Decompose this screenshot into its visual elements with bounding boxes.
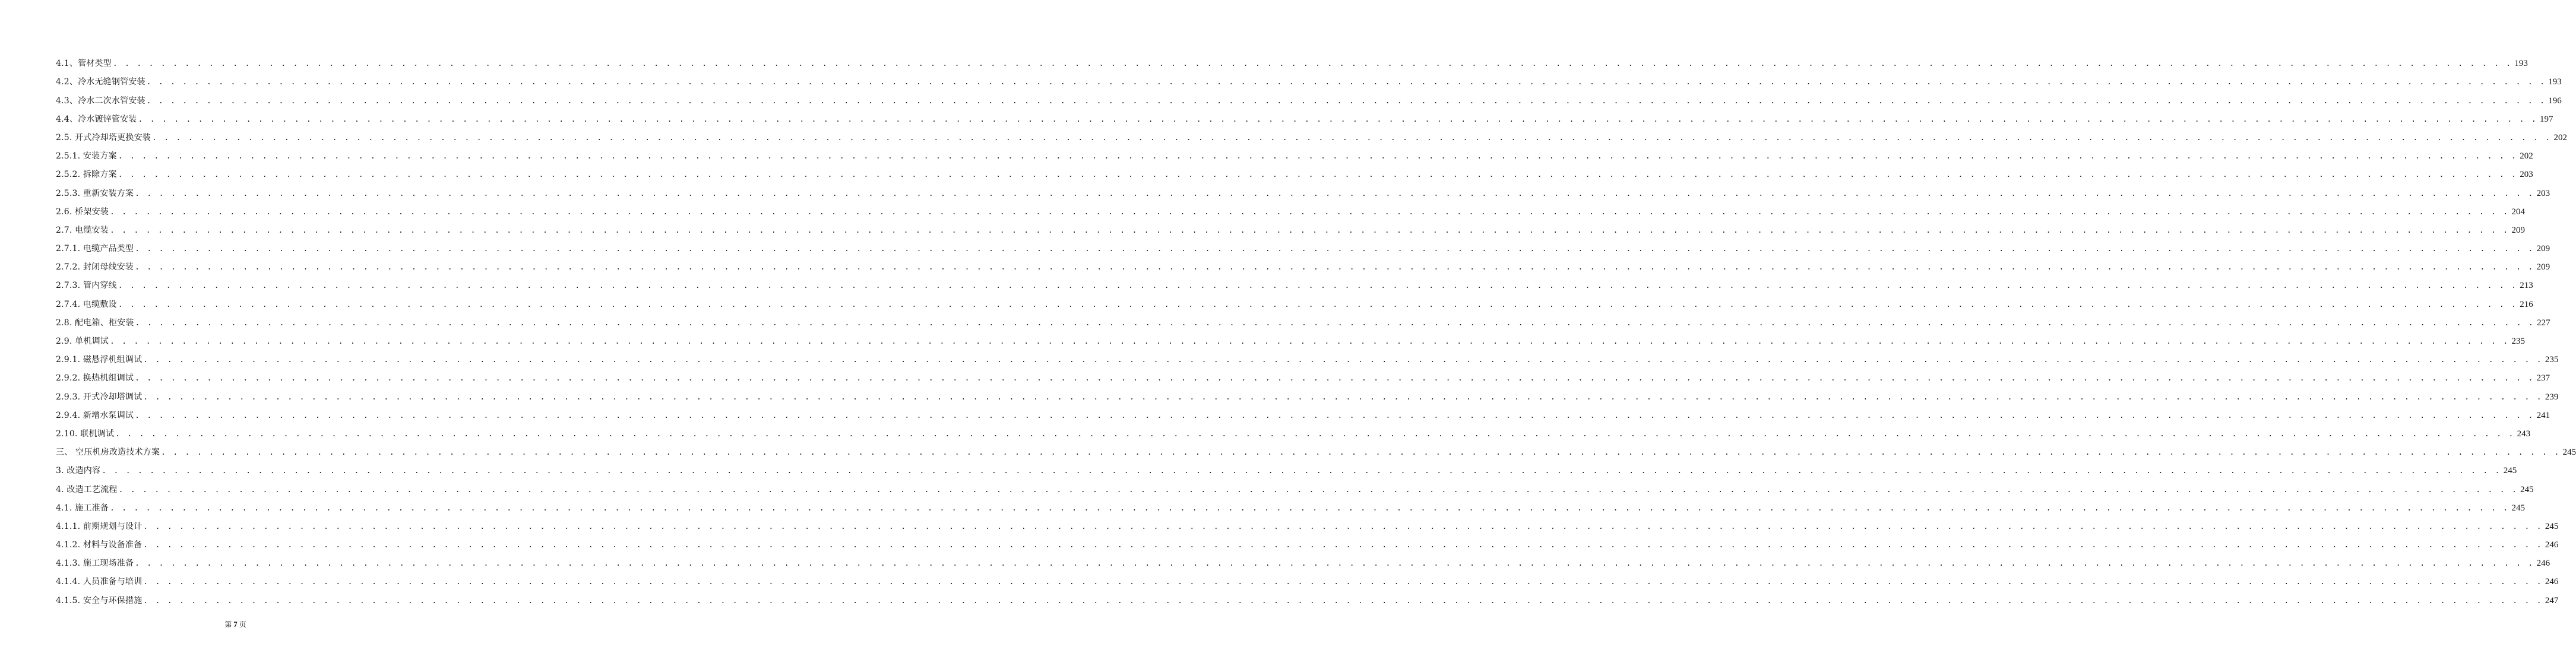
toc-entry-label: 2.7.1. 电缆产品类型 — [56, 244, 134, 254]
toc-entry[interactable] — [56, 258, 2550, 277]
toc-entry[interactable] — [56, 314, 2550, 332]
toc-entry-label: 4.1.4. 人员准备与培训 — [56, 577, 143, 587]
toc-entry[interactable] — [56, 203, 2526, 221]
toc-dot-leader: . . . . . . . . . . . . . . . . . . . . . . . . . . . . . . . . . . . . . . . . . . . . . . . . . . . . . . . . . . . . . . . . . . . . . . . . . . . . . . . . . . . . . . . . . . . . . . . . . . . . . . . . . . . . . . . . . . . . . . . . . . . . . . . . . . . . . . . . . . . . . . . . . . . . . . . . . . . . . . . . . . . . . . . . . . . . . . . . . . . . . . . . . . . . . . . . . . . . . . . . — [146, 96, 2546, 106]
toc-entry-label: 2.7. 电缆安装 — [56, 225, 109, 235]
toc-entry-page: 235 — [2545, 355, 2559, 365]
toc-entry-page: 235 — [2511, 337, 2526, 346]
toc-entry-label: 3. 改造内容 — [56, 466, 101, 476]
toc-entry-page: 203 — [2536, 188, 2550, 198]
toc-entry-page: 245 — [2520, 484, 2534, 494]
toc-entry-page: 203 — [2520, 170, 2533, 180]
toc-entry-page: 239 — [2545, 392, 2559, 402]
toc-entry-label: 2.5.1. 安装方案 — [56, 151, 117, 161]
toc-dot-leader: . . . . . . . . . . . . . . . . . . . . . . . . . . . . . . . . . . . . . . . . . . . . . . . . . . . . . . . . . . . . . . . . . . . . . . . . . . . . . . . . . . . . . . . . . . . . . . . . . . . . . . . . . . . . . . . . . . . . . . . . . . . . . . . . . . . . . . . . . . . . . . . . . . . . . . . . . . . . . . . . . . . . . . . . . . . . . . . . . . . . . . . . . . . . . . . . . . . . . . . . — [102, 467, 2501, 476]
toc-entry-page: 209 — [2536, 244, 2550, 254]
toc-entry[interactable] — [56, 425, 2531, 443]
toc-entry-page: 193 — [2548, 77, 2562, 87]
toc-dot-leader: . . . . . . . . . . . . . . . . . . . . . . . . . . . . . . . . . . . . . . . . . . . . . . . . . . . . . . . . . . . . . . . . . . . . . . . . . . . . . . . . . . . . . . . . . . . . . . . . . . . . . . . . . . . . . . . . . . . . . . . . . . . . . . . . . . . . . . . . . . . . . . . . . . . . . . . . . . . . . . . . . . . . . . . . . . . . . . . . . . . . . . . . . . . . . . . . . . . . . . . . — [135, 245, 2534, 254]
toc-entry-page: 247 — [2545, 595, 2559, 605]
toc-entry-page: 241 — [2536, 410, 2550, 420]
toc-entry[interactable] — [56, 499, 2526, 518]
toc-dot-leader: . . . . . . . . . . . . . . . . . . . . . . . . . . . . . . . . . . . . . . . . . . . . . . . . . . . . . . . . . . . . . . . . . . . . . . . . . . . . . . . . . . . . . . . . . . . . . . . . . . . . . . . . . . . . . . . . . . . . . . . . . . . . . . . . . . . . . . . . . . . . . . . . . . . . . . . . . . . . . . . . . . . . . . . . . . . . . . . . . . . . . . . . . . . . . . . . . . . . . . . . — [109, 337, 2509, 346]
toc-entry[interactable] — [56, 221, 2526, 240]
toc-dot-leader: . . . . . . . . . . . . . . . . . . . . . . . . . . . . . . . . . . . . . . . . . . . . . . . . . . . . . . . . . . . . . . . . . . . . . . . . . . . . . . . . . . . . . . . . . . . . . . . . . . . . . . . . . . . . . . . . . . . . . . . . . . . . . . . . . . . . . . . . . . . . . . . . . . . . . . . . . . . . . . . . . . . . . . . . . . . . . . . . . . . . . . . . . . . . . . . . . . . . . . . . — [109, 503, 2509, 513]
toc-entry[interactable] — [56, 462, 2517, 480]
table-of-contents — [56, 55, 2576, 610]
toc-entry-page: 243 — [2517, 429, 2531, 439]
toc-dot-leader: . . . . . . . . . . . . . . . . . . . . . . . . . . . . . . . . . . . . . . . . . . . . . . . . . . . . . . . . . . . . . . . . . . . . . . . . . . . . . . . . . . . . . . . . . . . . . . . . . . . . . . . . . . . . . . . . . . . . . . . . . . . . . . . . . . . . . . . . . . . . . . . . . . . . . . . . . . . . . . . . . . . . . . . . . . . . . . . . . . . . . . . . . . . . . . . . . . . . . . . . — [135, 374, 2534, 383]
toc-entry[interactable] — [56, 480, 2534, 499]
toc-entry-page: 196 — [2548, 96, 2562, 106]
toc-dot-leader: . . . . . . . . . . . . . . . . . . . . . . . . . . . . . . . . . . . . . . . . . . . . . . . . . . . . . . . . . . . . . . . . . . . . . . . . . . . . . . . . . . . . . . . . . . . . . . . . . . . . . . . . . . . . . . . . . . . . . . . . . . . . . . . . . . . . . . . . . . . . . . . . . . . . . . . . . . . . . . . . . . . . . . . . . . . . . . . . . . . . . . . . . . . . . . . . . . . . . . . . — [118, 170, 2518, 180]
toc-entry-label: 4.3、冷水二次水管安装 — [56, 96, 145, 106]
toc-entry-label: 4.4、冷水镀锌管安装 — [56, 114, 137, 124]
toc-entry[interactable] — [56, 129, 2568, 147]
toc-entry[interactable] — [56, 277, 2533, 295]
toc-entry-label: 2.7.4. 电缆敷设 — [56, 299, 117, 309]
toc-entry-page: 202 — [2553, 132, 2568, 142]
toc-entry[interactable] — [56, 518, 2559, 536]
toc-entry-label: 4. 改造工艺流程 — [56, 484, 118, 494]
toc-entry[interactable] — [56, 295, 2533, 313]
toc-entry[interactable] — [56, 55, 2528, 73]
toc-entry[interactable] — [56, 240, 2550, 258]
toc-entry[interactable] — [56, 591, 2559, 610]
toc-dot-leader: . . . . . . . . . . . . . . . . . . . . . . . . . . . . . . . . . . . . . . . . . . . . . . . . . . . . . . . . . . . . . . . . . . . . . . . . . . . . . . . . . . . . . . . . . . . . . . . . . . . . . . . . . . . . . . . . . . . . . . . . . . . . . . . . . . . . . . . . . . . . . . . . . . . . . . . . . . . . . . . . . . . . . . . . . . . . . . . . . . . . . . . . . . . . . . . . . . . . . . . . — [135, 263, 2534, 272]
toc-entry-label: 4.1.3. 施工现场准备 — [56, 559, 134, 569]
toc-entry-page: 209 — [2511, 225, 2526, 235]
toc-entry-label: 4.1.2. 材料与设备准备 — [56, 540, 143, 550]
toc-dot-leader: . . . . . . . . . . . . . . . . . . . . . . . . . . . . . . . . . . . . . . . . . . . . . . . . . . . . . . . . . . . . . . . . . . . . . . . . . . . . . . . . . . . . . . . . . . . . . . . . . . . . . . . . . . . . . . . . . . . . . . . . . . . . . . . . . . . . . . . . . . . . . . . . . . . . . . . . . . . . . . . . . . . . . . . . . . . . . . . . . . . . . . . . . . . . . . . . . . . . . . . . — [138, 115, 2538, 124]
toc-dot-leader: . . . . . . . . . . . . . . . . . . . . . . . . . . . . . . . . . . . . . . . . . . . . . . . . . . . . . . . . . . . . . . . . . . . . . . . . . . . . . . . . . . . . . . . . . . . . . . . . . . . . . . . . . . . . . . . . . . . . . . . . . . . . . . . . . . . . . . . . . . . . . . . . . . . . . . . . . . . . . . . . . . . . . . . . . . . . . . . . . . . . . . . . . . . . . . . . . . . . . . . . — [143, 522, 2543, 531]
toc-entry-page: 246 — [2545, 540, 2559, 550]
toc-entry-label: 4.1、管材类型 — [56, 59, 112, 69]
toc-dot-leader: . . . . . . . . . . . . . . . . . . . . . . . . . . . . . . . . . . . . . . . . . . . . . . . . . . . . . . . . . . . . . . . . . . . . . . . . . . . . . . . . . . . . . . . . . . . . . . . . . . . . . . . . . . . . . . . . . . . . . . . . . . . . . . . . . . . . . . . . . . . . . . . . . . . . . . . . . . . . . . . . . . . . . . . . . . . . . . . . . . . . . . . . . . . . . . . . . . . . . . . . — [143, 541, 2543, 550]
toc-entry[interactable] — [56, 73, 2562, 91]
toc-dot-leader: . . . . . . . . . . . . . . . . . . . . . . . . . . . . . . . . . . . . . . . . . . . . . . . . . . . . . . . . . . . . . . . . . . . . . . . . . . . . . . . . . . . . . . . . . . . . . . . . . . . . . . . . . . . . . . . . . . . . . . . . . . . . . . . . . . . . . . . . . . . . . . . . . . . . . . . . . . . . . . . . . . . . . . . . . . . . . . . . . . . . . . . . . . . . . . . . . . . . . . . . — [143, 596, 2543, 605]
toc-entry-page: 227 — [2537, 318, 2550, 328]
toc-entry-label: 2.10. 联机调试 — [56, 429, 115, 439]
toc-entry[interactable] — [56, 351, 2559, 369]
toc-entry[interactable] — [56, 573, 2559, 591]
toc-entry-label: 2.9.2. 换热机组调试 — [56, 373, 134, 383]
toc-dot-leader: . . . . . . . . . . . . . . . . . . . . . . . . . . . . . . . . . . . . . . . . . . . . . . . . . . . . . . . . . . . . . . . . . . . . . . . . . . . . . . . . . . . . . . . . . . . . . . . . . . . . . . . . . . . . . . . . . . . . . . . . . . . . . . . . . . . . . . . . . . . . . . . . . . . . . . . . . . . . . . . . . . . . . . . . . . . . . . . . . . . . . . . . . . . . . . . . . . . . . . . . — [135, 559, 2534, 569]
page-footer — [0, 619, 471, 629]
toc-entry-label: 2.7.3. 管内穿线 — [56, 281, 117, 291]
toc-entry-page: 193 — [2514, 59, 2528, 69]
toc-dot-leader: . . . . . . . . . . . . . . . . . . . . . . . . . . . . . . . . . . . . . . . . . . . . . . . . . . . . . . . . . . . . . . . . . . . . . . . . . . . . . . . . . . . . . . . . . . . . . . . . . . . . . . . . . . . . . . . . . . . . . . . . . . . . . . . . . . . . . . . . . . . . . . . . . . . . . . . . . . . . . . . . . . . . . . . . . . . . . . . . . . . . . . . . . . . . . . . . . . . . . . . . — [146, 78, 2546, 87]
toc-entry[interactable] — [56, 166, 2533, 184]
toc-dot-leader: . . . . . . . . . . . . . . . . . . . . . . . . . . . . . . . . . . . . . . . . . . . . . . . . . . . . . . . . . . . . . . . . . . . . . . . . . . . . . . . . . . . . . . . . . . . . . . . . . . . . . . . . . . . . . . . . . . . . . . . . . . . . . . . . . . . . . . . . . . . . . . . . . . . . . . . . . . . . . . . . . . . . . . . . . . . . . . . . . . . . . . . . . . . . . . . . . . . . . . . . — [143, 356, 2543, 365]
toc-entry-page: 246 — [2536, 559, 2550, 569]
toc-entry-label: 2.7.2. 封闭母线安装 — [56, 262, 134, 272]
toc-entry[interactable] — [56, 369, 2550, 388]
toc-dot-leader: . . . . . . . . . . . . . . . . . . . . . . . . . . . . . . . . . . . . . . . . . . . . . . . . . . . . . . . . . . . . . . . . . . . . . . . . . . . . . . . . . . . . . . . . . . . . . . . . . . . . . . . . . . . . . . . . . . . . . . . . . . . . . . . . . . . . . . . . . . . . . . . . . . . . . . . . . . . . . . . . . . . . . . . . . . . . . . . . . . . . . . . . . . . . . . . . . . . . . . . . — [118, 152, 2518, 161]
toc-dot-leader: . . . . . . . . . . . . . . . . . . . . . . . . . . . . . . . . . . . . . . . . . . . . . . . . . . . . . . . . . . . . . . . . . . . . . . . . . . . . . . . . . . . . . . . . . . . . . . . . . . . . . . . . . . . . . . . . . . . . . . . . . . . . . . . . . . . . . . . . . . . . . . . . . . . . . . . . . . . . . . . . . . . . . . . . . . . . . . . . . . . . . . . . . . . . . . . . . . . . . . . . — [135, 189, 2534, 198]
toc-entry[interactable] — [56, 407, 2550, 425]
toc-entry[interactable] — [56, 443, 2576, 462]
toc-entry-page: 246 — [2545, 577, 2559, 587]
toc-entry[interactable] — [56, 332, 2526, 351]
toc-entry-label: 4.1.5. 安全与环保措施 — [56, 595, 143, 605]
toc-dot-leader: . . . . . . . . . . . . . . . . . . . . . . . . . . . . . . . . . . . . . . . . . . . . . . . . . . . . . . . . . . . . . . . . . . . . . . . . . . . . . . . . . . . . . . . . . . . . . . . . . . . . . . . . . . . . . . . . . . . . . . . . . . . . . . . . . . . . . . . . . . . . . . . . . . . . . . . . . . . . . . . . . . . . . . . . . . . . . . . . . . . . . . . . . . . . . . . . . . . . . . . . — [109, 207, 2509, 217]
footer-suffix: 页 — [239, 620, 246, 629]
toc-entry-page: 202 — [2520, 151, 2533, 161]
toc-entry-label: 4.1.1. 前期规划与设计 — [56, 521, 143, 531]
toc-dot-leader: . . . . . . . . . . . . . . . . . . . . . . . . . . . . . . . . . . . . . . . . . . . . . . . . . . . . . . . . . . . . . . . . . . . . . . . . . . . . . . . . . . . . . . . . . . . . . . . . . . . . . . . . . . . . . . . . . . . . . . . . . . . . . . . . . . . . . . . . . . . . . . . . . . . . . . . . . . . . . . . . . . . . . . . . . . . . . . . . . . . . . . . . . . . . . . . . . . . . . . . . — [135, 318, 2535, 328]
footer-prefix: 第 — [224, 620, 232, 629]
toc-entry-page: 245 — [2545, 521, 2559, 531]
toc-entry-label: 4.2、冷水无缝钢管安装 — [56, 77, 145, 87]
toc-dot-leader: . . . . . . . . . . . . . . . . . . . . . . . . . . . . . . . . . . . . . . . . . . . . . . . . . . . . . . . . . . . . . . . . . . . . . . . . . . . . . . . . . . . . . . . . . . . . . . . . . . . . . . . . . . . . . . . . . . . . . . . . . . . . . . . . . . . . . . . . . . . . . . . . . . . . . . . . . . . . . . . . . . . . . . . . . . . . . . . . . . . . . . . . . . . . . . . . . . . . . . . . — [109, 226, 2509, 235]
toc-dot-leader: . . . . . . . . . . . . . . . . . . . . . . . . . . . . . . . . . . . . . . . . . . . . . . . . . . . . . . . . . . . . . . . . . . . . . . . . . . . . . . . . . . . . . . . . . . . . . . . . . . . . . . . . . . . . . . . . . . . . . . . . . . . . . . . . . . . . . . . . . . . . . . . . . . . . . . . . . . . . . . . . . . . . . . . . . . . . . . . . . . . . . . . . . . . . . . . . . . . . . . . . — [118, 300, 2518, 309]
toc-entry-label: 2.6. 桥架安装 — [56, 207, 109, 217]
toc-entry-label: 2.5.3. 重新安装方案 — [56, 188, 134, 198]
toc-dot-leader: . . . . . . . . . . . . . . . . . . . . . . . . . . . . . . . . . . . . . . . . . . . . . . . . . . . . . . . . . . . . . . . . . . . . . . . . . . . . . . . . . . . . . . . . . . . . . . . . . . . . . . . . . . . . . . . . . . . . . . . . . . . . . . . . . . . . . . . . . . . . . . . . . . . . . . . . . . . . . . . . . . . . . . . . . . . . . . . . . . . . . . . . . . . . . . . . . . . . . . . . — [118, 281, 2518, 291]
toc-dot-leader: . . . . . . . . . . . . . . . . . . . . . . . . . . . . . . . . . . . . . . . . . . . . . . . . . . . . . . . . . . . . . . . . . . . . . . . . . . . . . . . . . . . . . . . . . . . . . . . . . . . . . . . . . . . . . . . . . . . . . . . . . . . . . . . . . . . . . . . . . . . . . . . . . . . . . . . . . . . . . . . . . . . . . . . . . . . . . . . . . . . . . . . . . . . . . . . . . . . . . . . . — [151, 133, 2552, 142]
toc-dot-leader: . . . . . . . . . . . . . . . . . . . . . . . . . . . . . . . . . . . . . . . . . . . . . . . . . . . . . . . . . . . . . . . . . . . . . . . . . . . . . . . . . . . . . . . . . . . . . . . . . . . . . . . . . . . . . . . . . . . . . . . . . . . . . . . . . . . . . . . . . . . . . . . . . . . . . . . . . . . . . . . . . . . . . . . . . . . . . . . . . . . . . . . . . . . . . . . . . . . . . . . . — [112, 59, 2512, 69]
toc-entry-label: 三、 空压机房改造技术方案 — [56, 448, 160, 458]
toc-entry-label: 2.5.2. 拆除方案 — [56, 170, 117, 180]
toc-dot-leader: . . . . . . . . . . . . . . . . . . . . . . . . . . . . . . . . . . . . . . . . . . . . . . . . . . . . . . . . . . . . . . . . . . . . . . . . . . . . . . . . . . . . . . . . . . . . . . . . . . . . . . . . . . . . . . . . . . . . . . . . . . . . . . . . . . . . . . . . . . . . . . . . . . . . . . . . . . . . . . . . . . . . . . . . . . . . . . . . . . . . . . . . . . . . . . . . . . . . . . . . — [143, 392, 2543, 402]
toc-dot-leader: . . . . . . . . . . . . . . . . . . . . . . . . . . . . . . . . . . . . . . . . . . . . . . . . . . . . . . . . . . . . . . . . . . . . . . . . . . . . . . . . . . . . . . . . . . . . . . . . . . . . . . . . . . . . . . . . . . . . . . . . . . . . . . . . . . . . . . . . . . . . . . . . . . . . . . . . . . . . . . . . . . . . . . . . . . . . . . . . . . . . . . . . . . . . . . . . . . . . . . . . — [161, 448, 2561, 458]
toc-entry-label: 2.8. 配电箱、柜安装 — [56, 318, 134, 328]
toc-entry-page: 216 — [2520, 299, 2533, 309]
toc-dot-leader: . . . . . . . . . . . . . . . . . . . . . . . . . . . . . . . . . . . . . . . . . . . . . . . . . . . . . . . . . . . . . . . . . . . . . . . . . . . . . . . . . . . . . . . . . . . . . . . . . . . . . . . . . . . . . . . . . . . . . . . . . . . . . . . . . . . . . . . . . . . . . . . . . . . . . . . . . . . . . . . . . . . . . . . . . . . . . . . . . . . . . . . . . . . . . . . . . . . . . . . . — [135, 411, 2534, 420]
toc-entry-page: 245 — [2562, 448, 2576, 458]
toc-entry[interactable] — [56, 388, 2559, 406]
toc-entry-page: 209 — [2536, 262, 2550, 272]
footer-page-number: 7 — [233, 620, 238, 629]
toc-dot-leader: . . . . . . . . . . . . . . . . . . . . . . . . . . . . . . . . . . . . . . . . . . . . . . . . . . . . . . . . . . . . . . . . . . . . . . . . . . . . . . . . . . . . . . . . . . . . . . . . . . . . . . . . . . . . . . . . . . . . . . . . . . . . . . . . . . . . . . . . . . . . . . . . . . . . . . . . . . . . . . . . . . . . . . . . . . . . . . . . . . . . . . . . . . . . . . . . . . . . . . . . — [118, 485, 2518, 494]
toc-entry-page: 245 — [2503, 466, 2517, 476]
toc-entry-label: 4.1. 施工准备 — [56, 503, 109, 513]
toc-entry[interactable] — [56, 110, 2553, 129]
toc-entry-label: 2.9.3. 开式冷却塔调试 — [56, 392, 143, 402]
toc-entry[interactable] — [56, 536, 2559, 554]
toc-entry[interactable] — [56, 91, 2562, 110]
toc-entry[interactable] — [56, 184, 2550, 202]
toc-entry[interactable] — [56, 147, 2533, 166]
toc-entry-page: 245 — [2511, 503, 2526, 513]
toc-entry-page: 204 — [2511, 207, 2526, 217]
toc-entry-label: 2.9. 单机调试 — [56, 337, 109, 346]
toc-entry-page: 213 — [2520, 281, 2533, 291]
toc-entry-page: 197 — [2540, 114, 2553, 124]
toc-entry-page: 237 — [2536, 373, 2550, 383]
toc-entry-label: 2.5. 开式冷却塔更换安装 — [56, 132, 151, 142]
toc-dot-leader: . . . . . . . . . . . . . . . . . . . . . . . . . . . . . . . . . . . . . . . . . . . . . . . . . . . . . . . . . . . . . . . . . . . . . . . . . . . . . . . . . . . . . . . . . . . . . . . . . . . . . . . . . . . . . . . . . . . . . . . . . . . . . . . . . . . . . . . . . . . . . . . . . . . . . . . . . . . . . . . . . . . . . . . . . . . . . . . . . . . . . . . . . . . . . . . . . . . . . . . . — [143, 578, 2543, 587]
toc-entry-label: 2.9.1. 磁悬浮机组调试 — [56, 355, 143, 365]
toc-entry[interactable] — [56, 554, 2550, 573]
toc-entry-label: 2.9.4. 新增水泵调试 — [56, 410, 134, 420]
toc-dot-leader: . . . . . . . . . . . . . . . . . . . . . . . . . . . . . . . . . . . . . . . . . . . . . . . . . . . . . . . . . . . . . . . . . . . . . . . . . . . . . . . . . . . . . . . . . . . . . . . . . . . . . . . . . . . . . . . . . . . . . . . . . . . . . . . . . . . . . . . . . . . . . . . . . . . . . . . . . . . . . . . . . . . . . . . . . . . . . . . . . . . . . . . . . . . . . . . . . . . . . . . . — [115, 429, 2515, 439]
